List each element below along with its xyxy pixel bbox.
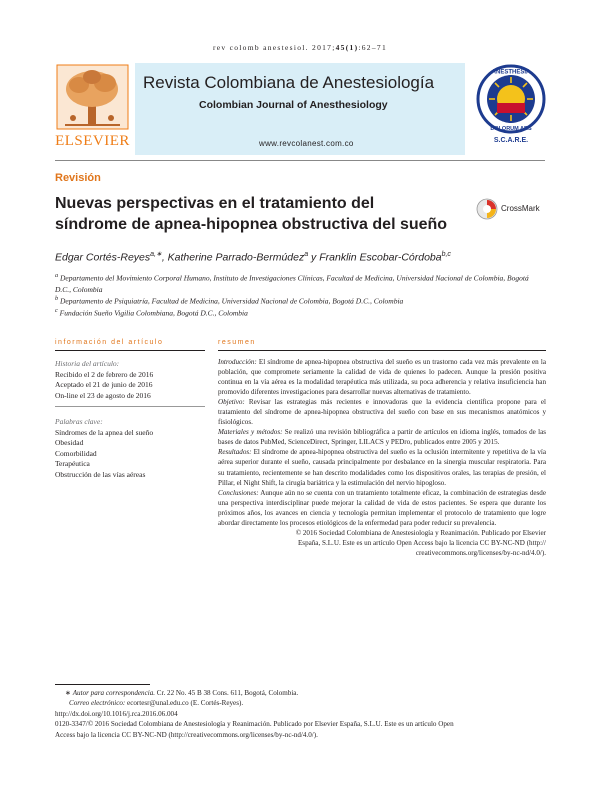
- methods-text: Se realizó una revisión bibliográfica a partir de artículos en idioma inglés, tomados de las bases de datos PubMed, ScienceDirect, Springer, LILACS y PEDro, publicados entre 2005 y 2015.: [218, 428, 546, 447]
- corr-address: Cr. 22 No. 45 B 38 Cons. 611, Bogotá, Colombia.: [155, 689, 299, 697]
- email-label: Correo electrónico:: [69, 699, 126, 708]
- article-title-line2: síndrome de apnea-hipopnea obstructiva del sueño: [55, 216, 448, 233]
- affiliation-a: [55, 270, 530, 295]
- abstract-results: [218, 447, 546, 487]
- email-value[interactable]: ecortesr@unal.edu.co (E. Cortés-Reyes).: [125, 699, 244, 708]
- copyright-line3[interactable]: creativecommons.org/licenses/by-nc-nd/4.0/).: [415, 548, 546, 557]
- journal-title: Revista Colombiana de Anestesiología: [143, 73, 435, 92]
- author-3: y Franklin Escobar-Córdoba: [308, 251, 442, 264]
- journal-header: [55, 63, 545, 158]
- copyright-line2: España, S.L.U. Este es un artículo Open Access bajo la licencia CC BY-NC-ND (http://: [297, 538, 546, 547]
- running-header: [0, 43, 600, 52]
- abstract-body: [218, 357, 546, 558]
- conclusions-label: Conclusiones:: [218, 488, 259, 497]
- scare-seal: [475, 63, 547, 153]
- affiliation-a-sup: a: [55, 272, 59, 279]
- objective-label: Objetivo:: [218, 398, 245, 407]
- crossmark-label: CrossMark: [501, 204, 540, 213]
- email-line: [55, 698, 545, 708]
- correspondence: [55, 688, 545, 698]
- abstract-conclusions: [218, 488, 546, 528]
- keyword-item: Obesidad: [55, 438, 84, 448]
- footnote-rule: [55, 684, 150, 685]
- keyword-item: Comorbilidad: [55, 448, 97, 458]
- history-received: Recibido el 2 de febrero de 2016: [55, 369, 154, 379]
- results-label: Resultados:: [218, 448, 252, 457]
- abstract-copyright: [218, 528, 546, 558]
- running-pages: :62–71: [358, 43, 388, 52]
- scare-seal-icon: [475, 63, 547, 135]
- footnotes: [55, 688, 545, 740]
- abstract-objective: [218, 397, 546, 427]
- crossmark-badge[interactable]: [476, 196, 546, 222]
- author-2-sup: a: [304, 251, 309, 258]
- affiliation-b-sup: b: [55, 295, 59, 302]
- history-online: On-line el 23 de agosto de 2016: [55, 390, 151, 400]
- seal-top-text: ANESTHESIA: [491, 69, 531, 76]
- corr-star: ∗: [65, 689, 73, 697]
- abstract-methods: [218, 427, 546, 447]
- section-label: Revisión: [55, 172, 101, 184]
- conclusions-text: Aunque aún no se cuenta con un tratamiento totalmente eficaz, la combinación de estrategias desde una perspectiva interdisciplinar puede mejorar la calidad de vida de estos pacientes. Se espera que durante los próximos años, los avances en ciencia y tecnología permitan implementar el protocolo de tratamiento que logre abordar directamente los procesos etiológicos de la enfermedad para poder reducir su prevalencia.: [218, 488, 546, 527]
- running-journal: rev colomb anestesiol.: [212, 43, 309, 52]
- article-history: [55, 359, 205, 401]
- intro-label: Introducción:: [218, 358, 257, 366]
- elsevier-wordmark: ELSEVIER: [55, 133, 130, 149]
- corr-label: Autor para correspondencia.: [72, 689, 156, 697]
- journal-subtitle: Colombian Journal of Anesthesiology: [199, 99, 388, 111]
- keywords-label: Palabras clave:: [55, 417, 103, 426]
- copyright-line1: © 2016 Sociedad Colombiana de Anestesiología y Reanimación. Publicado por Elsevier: [295, 528, 546, 537]
- abstract-intro: [218, 357, 546, 397]
- methods-label: Materiales y métodos:: [218, 428, 283, 437]
- affiliation-c-sup: c: [55, 307, 58, 314]
- crossmark-icon: [476, 198, 498, 220]
- author-1-sup: a,∗: [150, 251, 162, 258]
- author-2: , Katherine Parrado-Bermúdez: [161, 251, 305, 264]
- author-3-sup: b,c: [441, 251, 451, 258]
- keyword-item: Terapéutica: [55, 459, 90, 469]
- running-year: 2017;: [312, 43, 336, 52]
- author-1: Edgar Cortés-Reyes: [55, 251, 151, 264]
- affiliation-c: [55, 305, 530, 319]
- journal-title-panel: [135, 63, 465, 155]
- seal-org: S.C.A.R.E.: [493, 137, 529, 144]
- author-list: [55, 250, 545, 264]
- history-label: Historia del artículo:: [55, 359, 120, 368]
- results-text: El síndrome de apnea-hipopnea obstructiva del sueño es la oclusión intermitente y repetitiva de la vía aérea superior durante el sueño, causada principalmente por desbalance en la sinergia muscular respiratoria. Para su tratamiento, recientemente se han descrito modalidades como los dispositivos orales, las terapias de presión, el Pillar, el Night Shift, la cirugía bariátrica y la estimulación del nervio hipogloso.: [218, 448, 546, 487]
- article-info-rule: [55, 350, 205, 351]
- article-title-line1: Nuevas perspectivas en el tratamiento del: [55, 195, 375, 212]
- affiliation-a-text: Departamento del Movimiento Corporal Humano, Instituto de Investigaciones Clínicas, Facultad de Medicina, Universidad Nacional de Colombia, Bogotá D.C., Colombia: [55, 273, 529, 294]
- doi-link[interactable]: http://dx.doi.org/10.1016/j.rca.2016.06.004: [55, 709, 178, 718]
- header-divider: [55, 160, 545, 161]
- article-title: [55, 193, 455, 235]
- intro-text: El síndrome de apnea-hipopnea obstructiva del sueño es un trastorno cada vez más prevalente en la población, que compromete seriamente la calidad de vida de quienes lo padecen. Aunque la presión positiva continua en la vía aérea es la modalidad terapéutica más utilizada, su poca adherencia y relativa insuficiencia han promovido diferentes investigaciones para desarrollar nuevas alternativas de tratamiento.: [218, 358, 546, 397]
- abstract-heading: resumen: [218, 339, 256, 346]
- elsevier-logo: [55, 63, 130, 153]
- objective-text: Revisar las estrategias más recientes e innovadoras que la evidencia científica propone para el tratamiento del síndrome de apnea-hipopnea obstructiva del sueño con base en sus mecanismos anatómicos y fisiológicos.: [218, 398, 546, 427]
- license-line1: 0120-3347/© 2016 Sociedad Colombiana de Anestesiología y Reanimación. Publicado por Elsevier España, S.L.U. Este es un artículo Open: [55, 720, 454, 729]
- history-divider: [55, 406, 205, 407]
- keyword-item: Síndromes de la apnea del sueño: [55, 427, 154, 437]
- keyword-item: Obstrucción de las vías aéreas: [55, 469, 146, 479]
- affiliation-b-text: Departamento de Psiquiatría, Facultad de Medicina, Universidad Nacional de Colombia, Bogotá D.C., Colombia: [60, 296, 404, 306]
- history-accepted: Aceptado el 21 de junio de 2016: [55, 380, 153, 390]
- seal-bottom-text: DOLORUM ARS: [490, 126, 532, 132]
- article-info-heading: información del artículo: [55, 339, 164, 346]
- keywords: [55, 417, 205, 481]
- running-volume: 45(1): [335, 43, 359, 52]
- affiliation-c-text: Fundación Sueño Vigilia Colombiana, Bogotá D.C., Colombia: [59, 308, 248, 318]
- abstract-rule: [218, 350, 546, 351]
- journal-url[interactable]: www.revcolanest.com.co: [259, 139, 354, 148]
- elsevier-tree-icon: [55, 63, 130, 133]
- license-line2[interactable]: Access bajo la licencia CC BY-NC-ND (http://creativecommons.org/licenses/by-nc-nd/4.0/).: [55, 730, 318, 739]
